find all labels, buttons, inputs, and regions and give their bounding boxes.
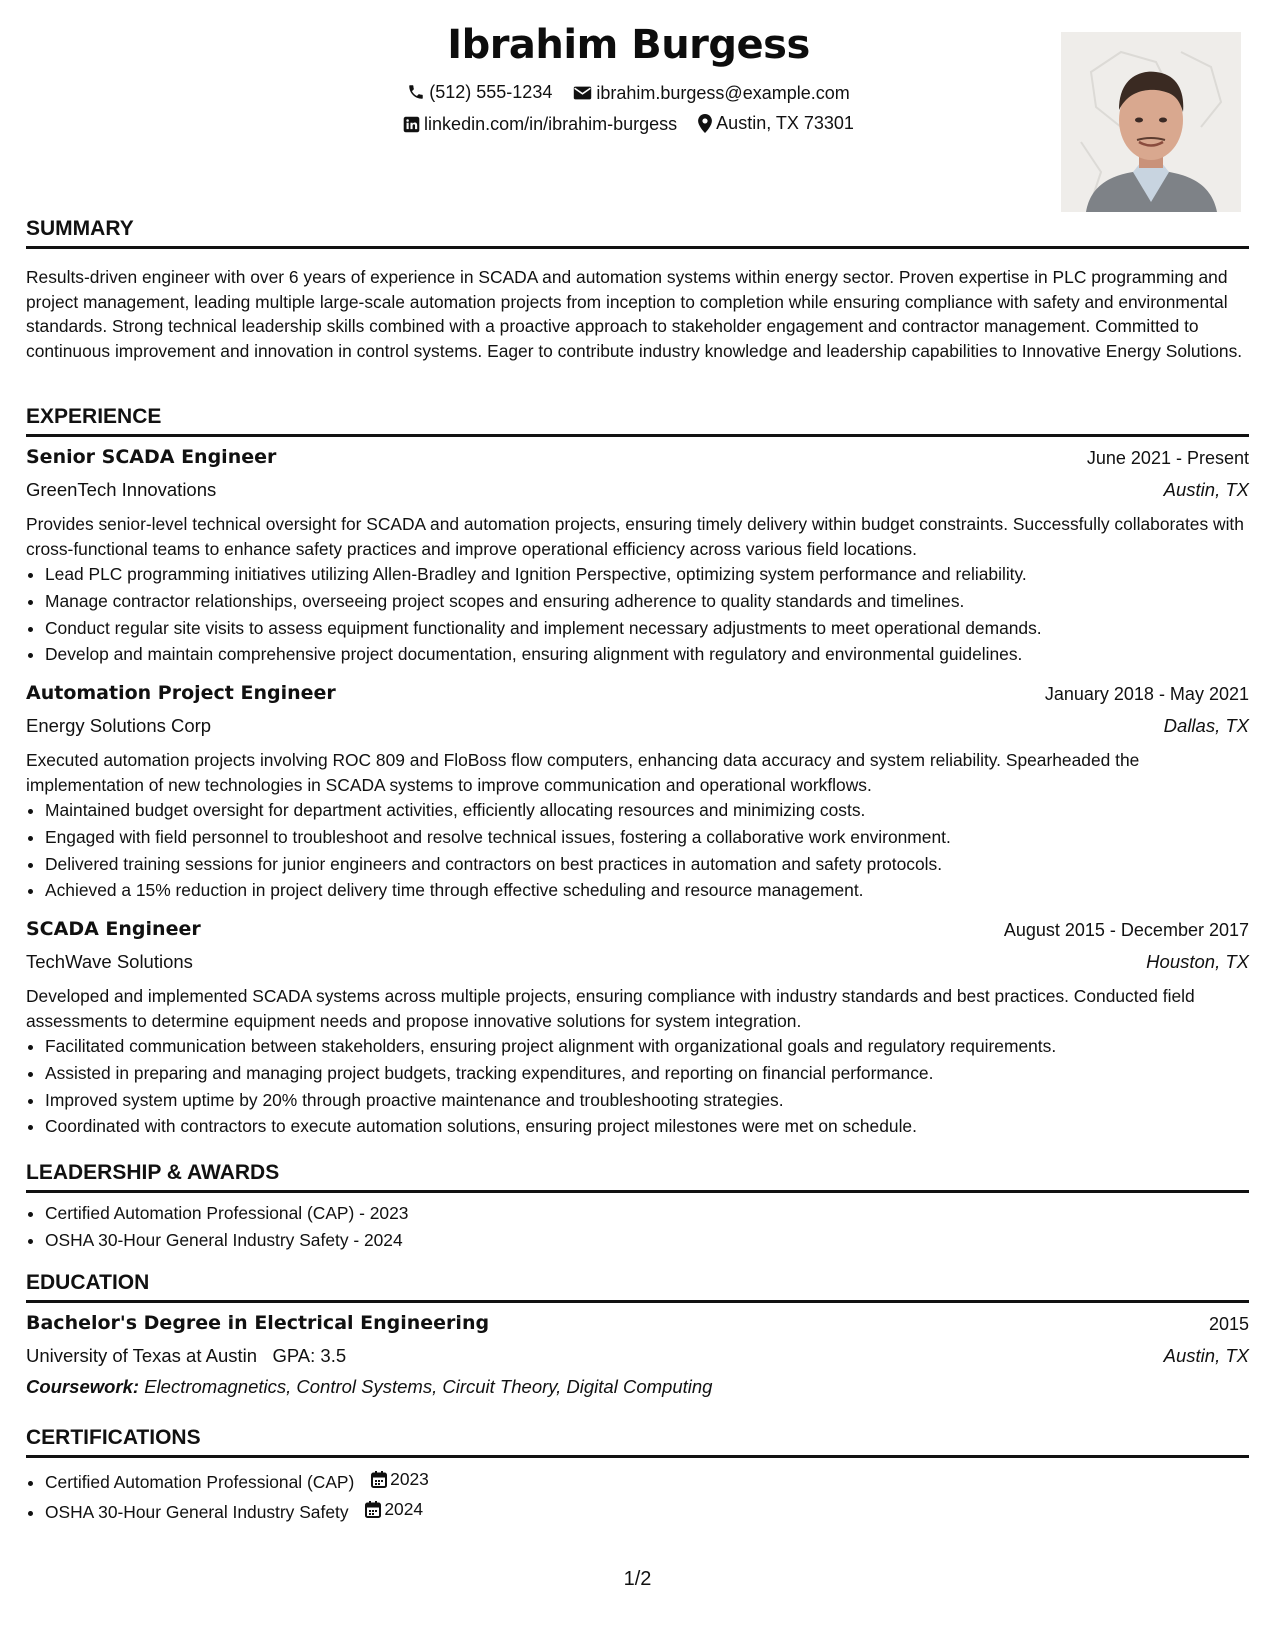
location-text: Austin, TX 73301: [716, 113, 854, 133]
linkedin-contact[interactable]: [403, 112, 677, 136]
job-dates: January 2018 - May 2021: [1044, 684, 1249, 704]
list-item: • Coordinated with contractors to execute automation solutions, ensuring project milestones were met on schedule.: [45, 1113, 1268, 1140]
job-company: GreenTech Innovations: [26, 479, 217, 500]
phone-icon: [407, 83, 425, 101]
email-text: ibrahim.burgess@example.com: [596, 83, 850, 103]
linkedin-text: linkedin.com/in/ibrahim-burgess: [424, 114, 678, 134]
certifications-list: [26, 1466, 1268, 1525]
coursework-text: Electromagnetics, Control Systems, Circuit Theory, Digital Computing: [144, 1376, 713, 1397]
job-location: Dallas, TX: [1163, 715, 1249, 736]
cert-year-text: 2024: [384, 1498, 424, 1519]
envelope-icon: [573, 85, 592, 101]
contact-row-1: [26, 80, 1231, 107]
list-item: • Maintained budget oversight for department activities, efficiently allocating resources and minimizing costs.: [45, 797, 1268, 824]
job-description: Provides senior-level technical oversight for SCADA and automation projects, ensuring timely delivery within budget constraints. Successfully collaborates with cross-functional teams to enhance safety practices and improve operational efficiency across various field locations.: [26, 514, 1244, 559]
list-item: • Engaged with field personnel to troubleshoot and resolve technical issues, fostering a collaborative work environment.: [45, 824, 1268, 851]
list-item: • Develop and maintain comprehensive project documentation, ensuring alignment with regulatory and environmental guidelines.: [45, 641, 1268, 668]
job-bullets: [26, 561, 1268, 668]
contact-row-2: [26, 111, 1231, 139]
section-title-leadership: LEADERSHIP & AWARDS: [26, 1160, 1249, 1193]
location-contact: [698, 111, 854, 135]
leadership-list: [26, 1200, 1268, 1254]
candidate-name: Ibrahim Burgess: [447, 22, 810, 68]
summary-text: Results-driven engineer with over 6 years of experience in SCADA and automation systems within energy sector. Proven expertise in PLC programming and project management, leading multiple large-scale automation projects from inception to completion while ensuring compliance with safety and environmental standards. Strong technical leadership skills combined with a proactive approach to stakeholder engagement and contractor management. Committed to continuous improvement and innovation in control systems. Eager to contribute industry knowledge and leadership capabilities to Innovative Energy Solutions.: [26, 267, 1243, 361]
email-contact[interactable]: [573, 81, 849, 105]
job-bullets: [26, 1033, 1268, 1140]
job-bullets: [26, 797, 1268, 904]
job-location: Houston, TX: [1146, 951, 1249, 972]
list-item: • Improved system uptime by 20% through proactive maintenance and troubleshooting strategies.: [45, 1087, 1268, 1114]
section-title-certifications: CERTIFICATIONS: [26, 1425, 1249, 1458]
phone-text: (512) 555-1234: [429, 82, 553, 102]
school-name: University of Texas at Austin: [26, 1345, 258, 1366]
cert-year: [371, 1466, 429, 1493]
profile-photo: [1061, 32, 1241, 212]
job-location: Austin, TX: [1163, 479, 1249, 500]
job-title: Senior SCADA Engineer: [26, 446, 277, 468]
page-number: 1/2: [623, 1568, 652, 1590]
linkedin-icon: [403, 116, 420, 133]
job-company: TechWave Solutions: [26, 951, 193, 972]
job-dates: June 2021 - Present: [1086, 448, 1249, 468]
job-dates: August 2015 - December 2017: [1003, 920, 1249, 940]
list-item: • Achieved a 15% reduction in project delivery time through effective scheduling and resource management.: [45, 877, 1268, 904]
portrait-image: [1061, 32, 1241, 212]
list-item: • OSHA 30-Hour General Industry Safety - 2024: [45, 1227, 1268, 1254]
phone-contact[interactable]: [407, 80, 552, 104]
list-item: • Facilitated communication between stakeholders, ensuring project alignment with organizational goals and regulatory requirements.: [45, 1033, 1268, 1060]
list-item: • Delivered training sessions for junior engineers and contractors on best practices in automation and safety protocols.: [45, 851, 1268, 878]
calendar-icon: [365, 1501, 381, 1518]
job-title: Automation Project Engineer: [26, 682, 336, 704]
section-title-education: EDUCATION: [26, 1270, 1249, 1303]
degree-title: Bachelor's Degree in Electrical Engineering: [26, 1312, 490, 1334]
list-item: [45, 1496, 1268, 1526]
list-item: • Assisted in preparing and managing project budgets, tracking expenditures, and reporting on financial performance.: [45, 1060, 1268, 1087]
cert-year-text: 2023: [390, 1469, 429, 1489]
resume-page: [26, 0, 1249, 1650]
calendar-icon: [371, 1471, 387, 1488]
cert-name: OSHA 30-Hour General Industry Safety: [45, 1501, 349, 1522]
coursework-label: Coursework:: [26, 1376, 140, 1397]
school-line: [26, 1345, 346, 1367]
coursework-line: [26, 1376, 712, 1398]
job-title: SCADA Engineer: [26, 918, 201, 940]
list-item: • Lead PLC programming initiatives utilizing Allen-Bradley and Ignition Perspective, optimizing system performance and reliability.: [45, 561, 1268, 588]
job-company: Energy Solutions Corp: [26, 715, 212, 736]
list-item: • Certified Automation Professional (CAP) - 2023: [45, 1200, 1268, 1227]
section-title-experience: EXPERIENCE: [26, 404, 1249, 437]
school-location: Austin, TX: [1163, 1345, 1249, 1366]
map-pin-icon: [698, 114, 712, 133]
job-description: Developed and implemented SCADA systems across multiple projects, ensuring compliance with industry standards and best practices. Conducted field assessments to determine equipment needs and propose innovative solutions for system integration.: [26, 986, 1195, 1031]
gpa: GPA: 3.5: [272, 1345, 347, 1366]
section-title-summary: SUMMARY: [26, 216, 1249, 249]
list-item: • Manage contractor relationships, overseeing project scopes and ensuring adherence to quality standards and timelines.: [45, 588, 1268, 615]
cert-year: [365, 1496, 423, 1523]
cert-name: Certified Automation Professional (CAP): [45, 1471, 355, 1492]
list-item: • Conduct regular site visits to assess equipment functionality and implement necessary adjustments to meet operational demands.: [45, 615, 1268, 642]
list-item: [45, 1466, 1268, 1496]
graduation-year: 2015: [1208, 1314, 1249, 1334]
job-description: Executed automation projects involving ROC 809 and FloBoss flow computers, enhancing data accuracy and system reliability. Spearheaded the implementation of new technologies in SCADA systems to improve communication and operational workflows.: [26, 750, 1140, 795]
